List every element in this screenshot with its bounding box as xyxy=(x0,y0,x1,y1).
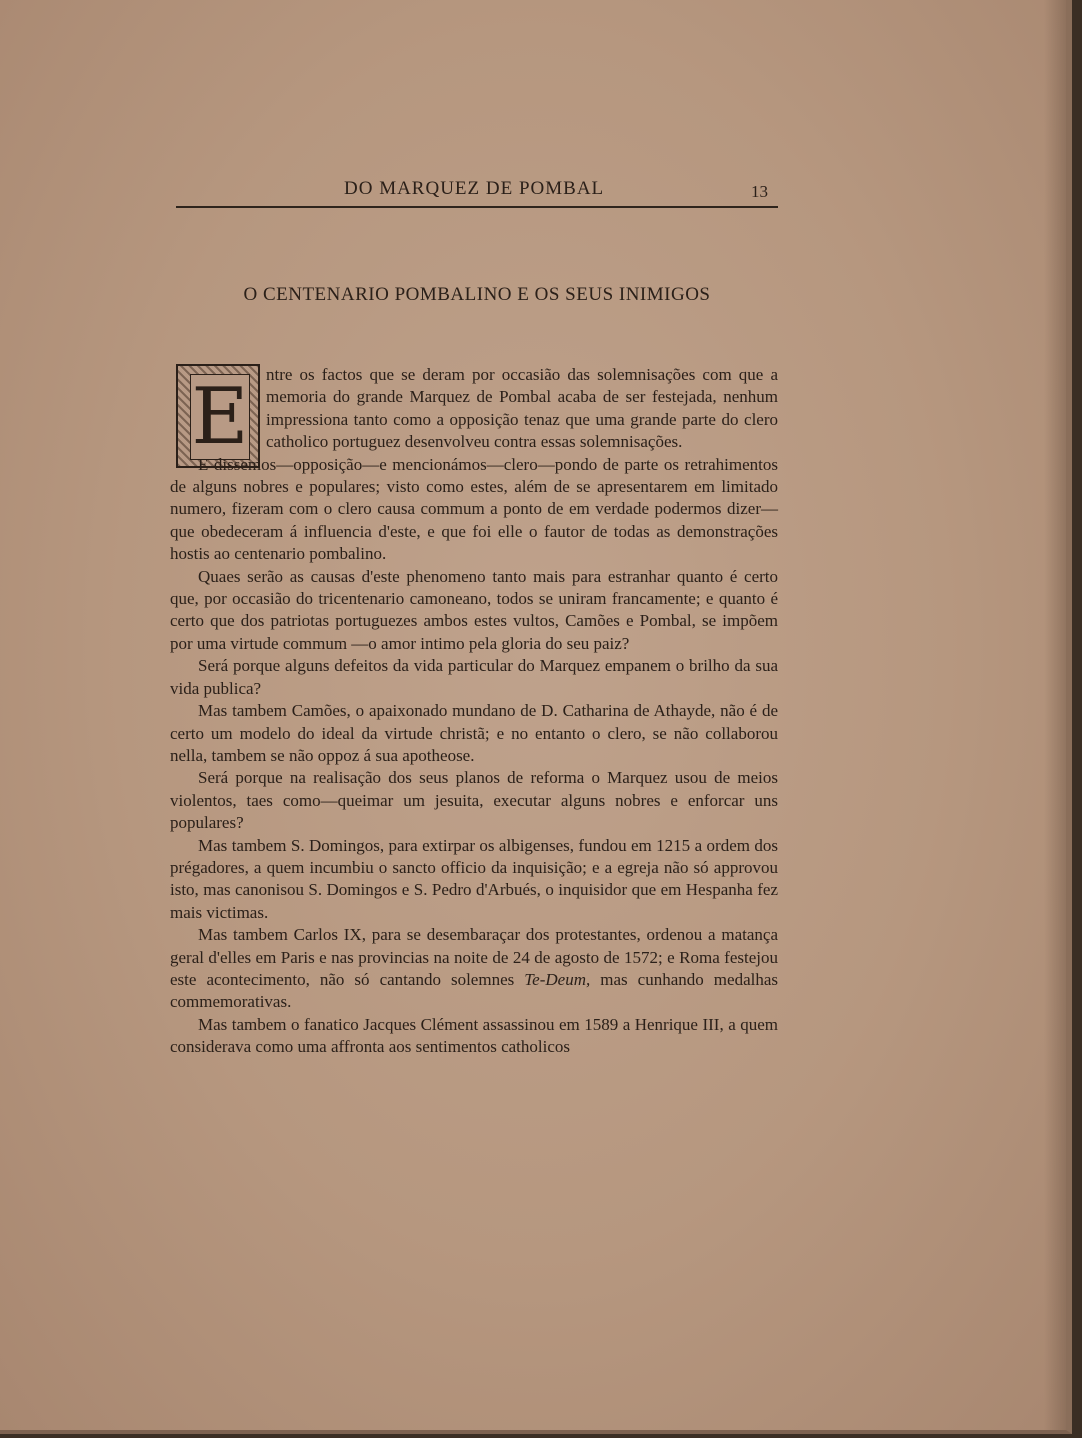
paragraph-9: Mas tambem o fanatico Jacques Clément assassinou em 1589 a Henrique III, a quem considerava como uma affronta aos sentimentos catholicos xyxy=(170,1014,778,1057)
section-title: O CENTENARIO POMBALINO E OS SEUS INIMIGOS xyxy=(243,284,711,305)
running-head: DO MARQUEZ DE POMBAL xyxy=(344,178,605,199)
paragraph-6: Será porque na realisação dos seus planos de reforma o Marquez usou de meios violentos, taes como—queimar um jesuita, executar alguns nobres e enforcar uns populares? xyxy=(170,768,778,833)
page-number: 13 xyxy=(751,182,768,201)
paragraph-3: Quaes serão as causas d'este phenomeno tanto mais para estranhar quanto é certo que, por occasião do tricentenario camoneano, todos se uniram francamente; e quanto é certo que dos patriotas portuguezes ambos estes vultos, Camões e Pombal, se impõem por uma virtude commum —o amor intimo pela gloria do seu paiz? xyxy=(170,566,778,653)
body-text xyxy=(170,364,778,1059)
paragraph-8-text: Mas tambem Carlos IX, para se desembaraçar dos protestantes, ordenou a matança geral d'elles em Paris e nas provincias na noite de 24 de agosto de 1572; e Roma festejou este acontecimento, não só cantando solemnes xyxy=(170,925,778,989)
paragraph-1: ntre os factos que se deram por occasião das solemnisações com que a memoria do grande Marquez de Pombal acaba de ser festejada, nenhum impressiona tanto como a opposição tenaz que uma grande parte do clero catholico portuguez desenvolveu contra essas solemnisações. xyxy=(266,365,778,452)
paragraph-8-after: mas cunhando medalhas commemorativas. xyxy=(170,969,778,1012)
paragraph-7: Mas tambem S. Domingos, para extirpar os albigenses, fundou em 1215 a ordem dos prégadores, a quem incumbiu o sancto officio da inquisição; e a egreja não só approvou isto, mas canonisou S. Domingos e S. Pedro d'Arbués, o inquisidor que em Hespanha fez mais victimas. xyxy=(170,835,778,922)
paragraph-5: Mas tambem Camões, o apaixonado mundano de D. Catharina de Athayde, não é de certo um modelo do ideal da virtude christã; e no entanto o clero, se não collaborou nella, tambem se não oppoz á sua apotheose. xyxy=(170,701,778,765)
header-rule xyxy=(176,206,778,208)
page-header xyxy=(176,172,778,212)
page-edge-shadow xyxy=(1044,0,1066,1430)
drop-cap-letter: E xyxy=(191,372,249,462)
paragraph-4: Será porque alguns defeitos da vida particular do Marquez empanem o brilho da sua vida publica? xyxy=(170,656,778,698)
paragraph-8 xyxy=(170,924,778,1014)
paragraph-2: E dissemos—opposição—e mencionámos—clero—pondo de parte os retrahimentos de alguns nobres e populares; visto como estes, além de se apresentarem em limitado numero, fizeram com o clero causa commum a ponto de em verdade podermos dizer—que obedeceram á influencia d'este, e que foi elle o fautor de todas as demonstrações hostis ao centenario pombalino. xyxy=(170,454,778,564)
paragraph-8-italic: Te-Deum, xyxy=(524,969,591,989)
